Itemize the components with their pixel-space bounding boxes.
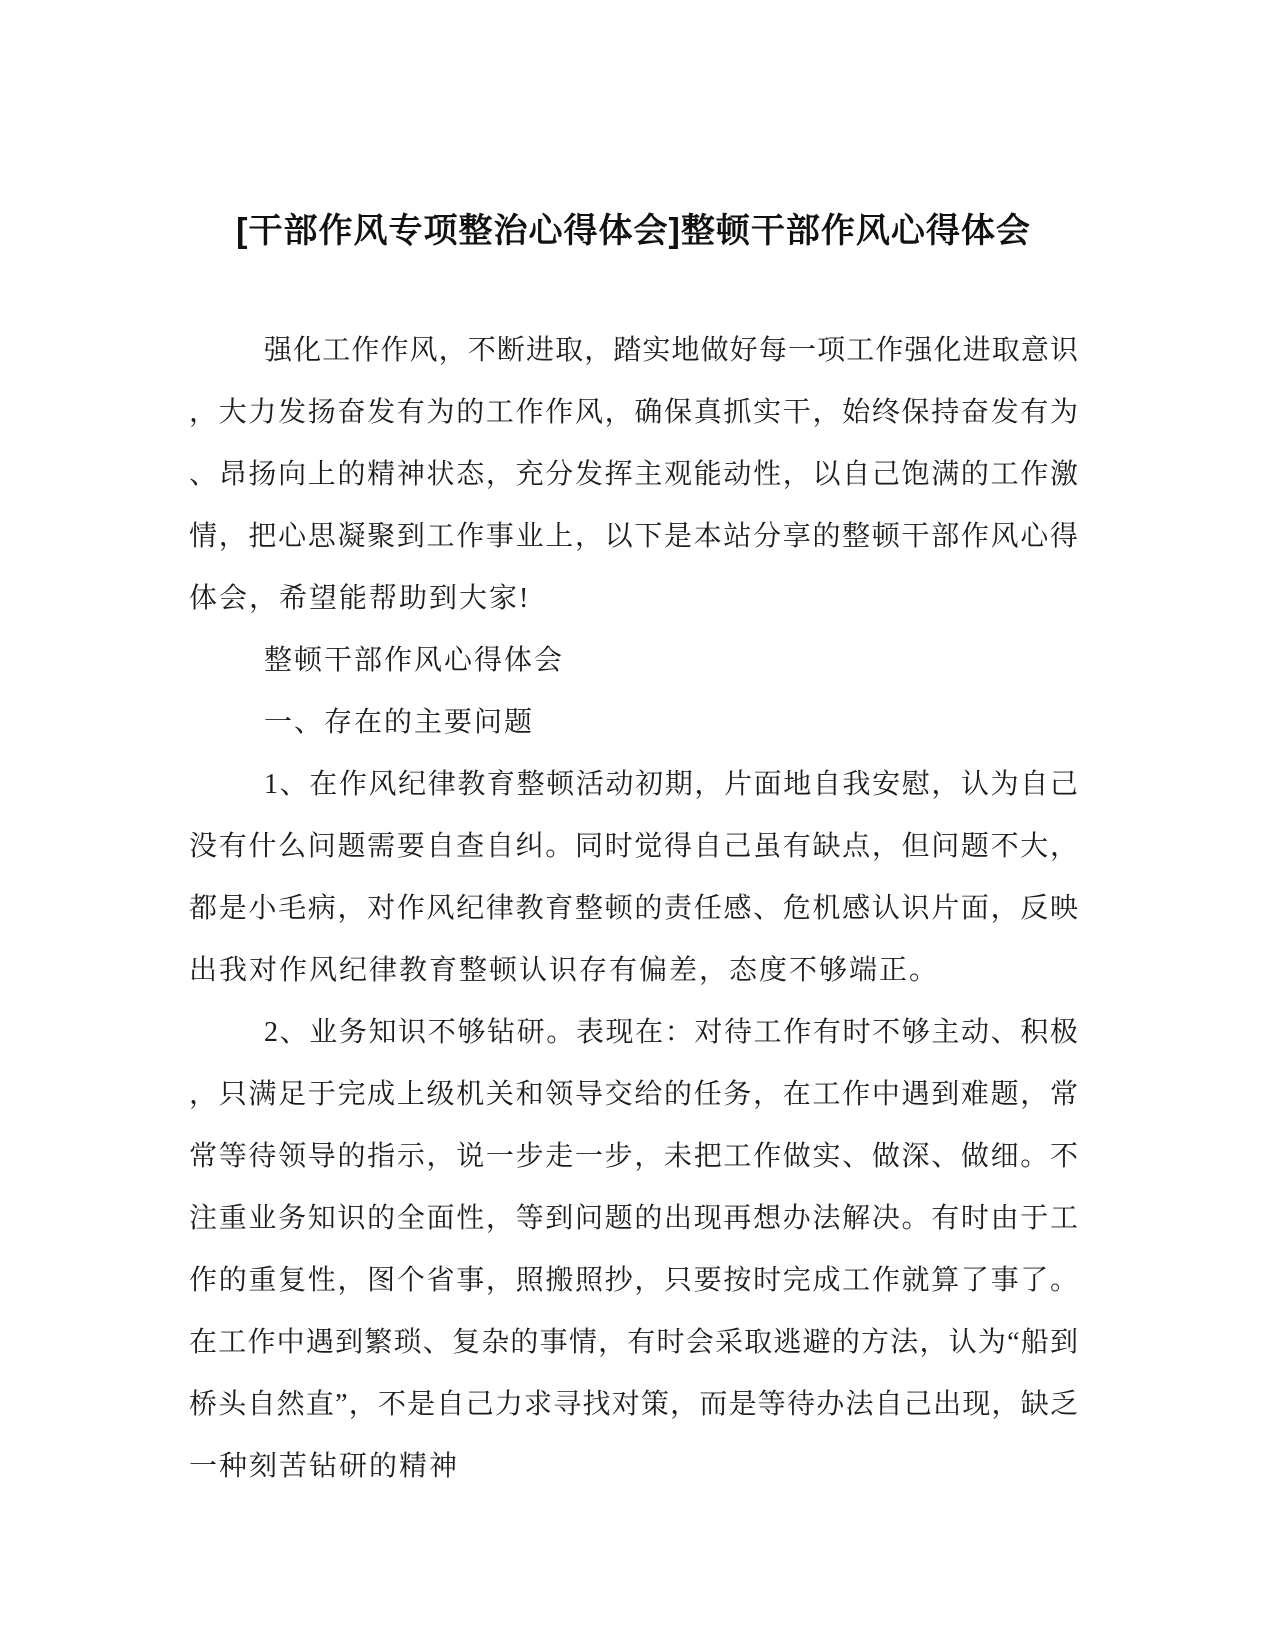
text-line: 体会，希望能帮助到大家!: [189, 583, 531, 614]
document-body: [189, 320, 1078, 1498]
text-line: 没 有 什 么 问 题 需 要 自 查 自 纠 。 同 时 觉 得 自 己 虽 有 缺 点 ， 但 问 题 不 大 ，: [189, 831, 1078, 862]
text-line: ， 大 力 发 扬 奋 发 有 为 的 工 作 作 风 ， 确 保 真 抓 实 干 ， 始 终 保 持 奋 发 有 为: [189, 397, 1078, 428]
text-line: 注 重 业 务 知 识 的 全 面 性 ， 等 到 问 题 的 出 现 再 想 办 法 解 决 。 有 时 由 于 工: [189, 1203, 1078, 1234]
text-line: 桥 头 自 然 直 ” ， 不 是 自 己 力 求 寻 找 对 策 ， 而 是 等 待 办 法 自 己 出 现 ， 缺 乏: [189, 1389, 1078, 1420]
paragraph: [189, 320, 1078, 630]
text-line: ， 只 满 足 于 完 成 上 级 机 关 和 领 导 交 给 的 任 务 ， 在 工 作 中 遇 到 难 题 ， 常: [189, 1079, 1078, 1110]
text-line: 整顿干部作风心得体会: [264, 645, 565, 676]
document-title: [干部作风专项整治心得体会]整顿干部作风心得体会: [236, 212, 1031, 250]
text-line: 都 是 小 毛 病 ， 对 作 风 纪 律 教 育 整 顿 的 责 任 感 、 危 机 感 认 识 片 面 ， 反 映: [189, 893, 1078, 924]
paragraph: [189, 630, 1078, 692]
text-line: 一、存在的主要问题: [264, 707, 535, 738]
text-line: 强 化 工 作 作 风 ， 不 断 进 取 ， 踏 实 地 做 好 每 一 项 工 作 强 化 进 取 意 识: [264, 335, 1078, 366]
text-line: 2 、 业 务 知 识 不 够 钻 研 。 表 现 在 ： 对 待 工 作 有 时 不 够 主 动 、 积 极: [264, 1017, 1078, 1048]
text-line: 情 ， 把 心 思 凝 聚 到 工 作 事 业 上 ， 以 下 是 本 站 分 享 的 整 顿 干 部 作 风 心 得: [189, 521, 1078, 552]
paragraph: [189, 1002, 1078, 1498]
text-line: 一种刻苦钻研的精神: [189, 1451, 460, 1482]
text-line: 在 工 作 中 遇 到 繁 琐 、 复 杂 的 事 情 ， 有 时 会 采 取 逃 避 的 方 法 ， 认 为 “ 船 到: [189, 1327, 1078, 1358]
paragraph: [189, 754, 1078, 1002]
text-line: 、 昂 扬 向 上 的 精 神 状 态 ， 充 分 发 挥 主 观 能 动 性 ， 以 自 己 饱 满 的 工 作 激: [189, 459, 1078, 490]
text-line: 出我对作风纪律教育整顿认识存有偏差，态度不够端正。: [189, 955, 940, 986]
text-line: 作 的 重 复 性 ， 图 个 省 事 ， 照 搬 照 抄 ， 只 要 按 时 完 成 工 作 就 算 了 事 了 。: [189, 1265, 1078, 1296]
text-line: 1 、 在 作 风 纪 律 教 育 整 顿 活 动 初 期 ， 片 面 地 自 我 安 慰 ， 认 为 自 己: [264, 769, 1078, 800]
paragraph: [189, 692, 1078, 754]
text-line: 常 等 待 领 导 的 指 示 ， 说 一 步 走 一 步 ， 未 把 工 作 做 实 、 做 深 、 做 细 。 不: [189, 1141, 1078, 1172]
